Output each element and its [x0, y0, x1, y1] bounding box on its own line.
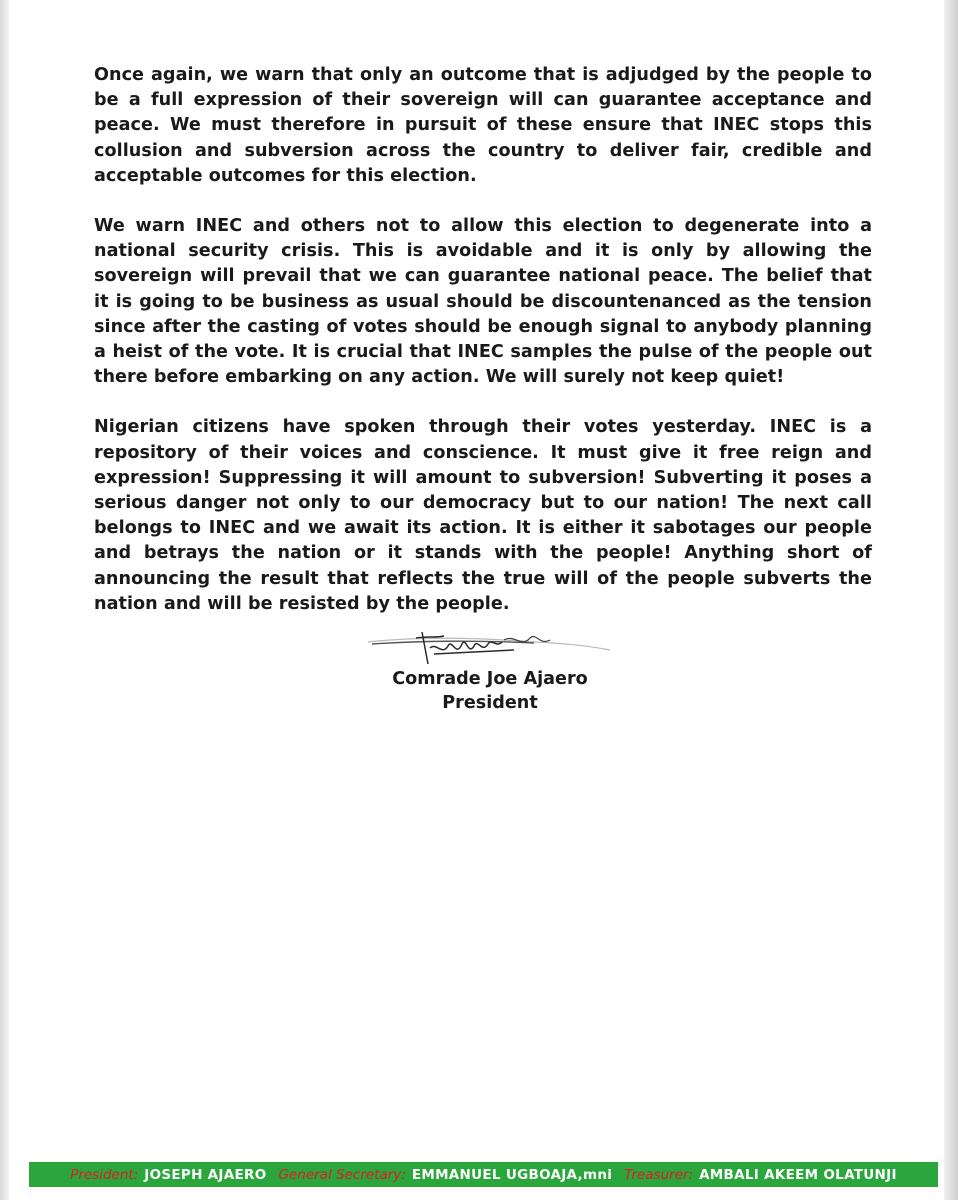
footer-treasurer-label: Treasurer: [624, 1166, 694, 1183]
paragraph-1: Once again, we warn that only an outcome that is adjudged by the people to be a full expression of their sovereign will can guarantee acceptance and peace. We must therefore in pursuit of these ensure that INEC stops this collusion and subversion across the country to deliver fair, credible and acceptable outcomes for this election. [94, 65, 872, 186]
signature-image [364, 628, 614, 672]
page-edge-left [0, 0, 9, 1200]
paragraph-2: We warn INEC and others not to allow this election to degenerate into a national security crisis. This is avoidable and it is only by allowing the sovereign will prevail that we can guarantee national peace. The belief that it is going to be business as usual should be discountenanced as the tension since after the casting of votes should be enough signal to anybody planning a heist of the vote. It is crucial that INEC samples the pulse of the people out there before embarking on any action. We will surely not keep quiet! [94, 216, 872, 388]
page-edge-right [944, 0, 958, 1200]
letter-body [94, 63, 872, 642]
footer-president-label: President: [70, 1166, 139, 1183]
signatory-name: Comrade Joe Ajaero [392, 669, 588, 689]
footer-bar [29, 1162, 938, 1187]
paragraph-3: Nigerian citizens have spoken through their votes yesterday. INEC is a repository of their voices and conscience. It must give it free reign and expression! Suppressing it will amount to subversion! Subverting it poses a serious danger not only to our democracy but to our nation! The next call belongs to INEC and we await its action. It is either it sabotages our people and betrays the nation or it stands with the people! Anything short of announcing the result that reflects the true will of the people subverts the nation and will be resisted by the people. [94, 417, 872, 614]
signatory-block [340, 667, 640, 715]
footer-secretary-name: EMMANUEL UGBOAJA,mni [411, 1166, 613, 1183]
signatory-title: President [442, 693, 538, 713]
footer-secretary-label: General Secretary: [278, 1166, 406, 1183]
footer-president-name: JOSEPH AJAERO [144, 1166, 267, 1183]
footer-treasurer-name: AMBALI AKEEM OLATUNJI [699, 1166, 897, 1183]
